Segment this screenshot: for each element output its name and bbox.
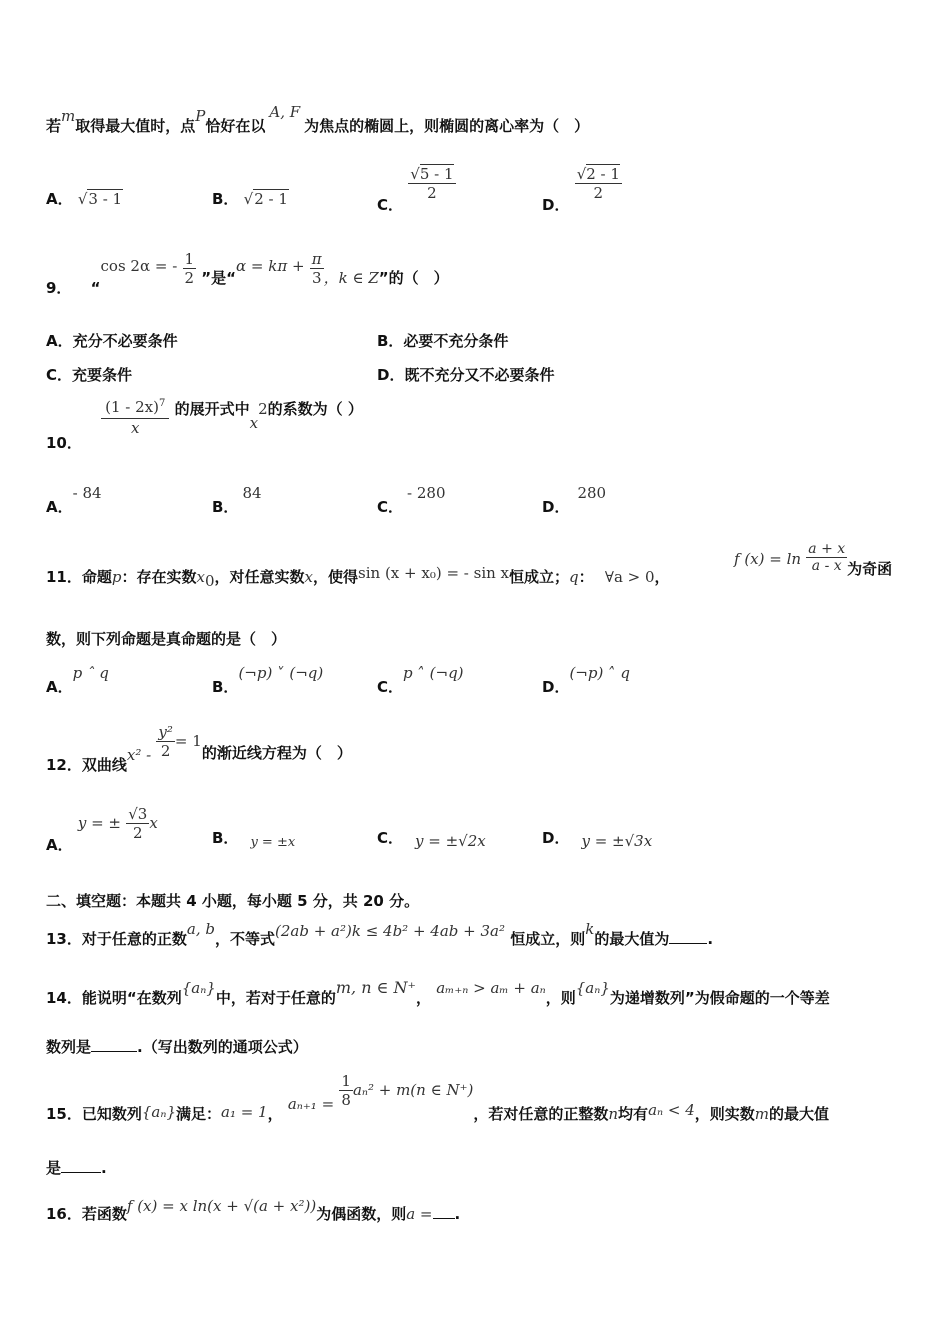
q14-stem: 14．能说明“在数列{aₙ}中，若对于任意的m, n ∈ N⁺， aₘ₊ₙ > aₘ + aₙ，则{aₙ}为递增数列”为假命题的一个等差 xyxy=(46,978,830,1007)
q9-option-b[interactable]: B．必要不充分条件 xyxy=(377,332,509,350)
q9-option-d[interactable]: D．既不充分又不必要条件 xyxy=(377,366,555,384)
fraction: $\frac{√3}{2}$ xyxy=(128,805,148,842)
q11-stem: 11．命题p：存在实数$x_0$，对任意实数x，使得sin (x + x₀) = - sin x恒成立；q： ∀a > 0， xyxy=(46,564,670,590)
fraction: $\frac{√2 - 1}{2}$ xyxy=(576,165,620,202)
q14-stem-line2: 数列是 .（写出数列的通项公式） xyxy=(46,1038,308,1056)
q13-stem: 13．对于任意的正数a, b，不等式(2ab + a²)k ≤ 4b² + 4ab + 3a² 恒成立，则k的最大值为 . xyxy=(46,920,714,948)
q12-option-a[interactable]: A． y = ± $\frac{√3}{2}$ x xyxy=(46,805,158,854)
q10-stem: 10． $\frac{(1 - 2x)^7}{x}$ 的展开式中$x^2$的系数为（ ） xyxy=(46,398,363,452)
q8-option-a[interactable]: A． √3 - 1 xyxy=(46,190,123,208)
q10-option-a[interactable]: A．- 84 xyxy=(46,484,102,516)
sqrt-expression: √3 - 1 xyxy=(77,190,123,208)
q12-option-c[interactable]: C． y = ±√2x xyxy=(377,829,486,850)
q9-option-a[interactable]: A．充分不必要条件 xyxy=(46,332,178,350)
answer-blank[interactable] xyxy=(669,943,707,944)
q11-option-d[interactable]: D．(¬p) ˄ q xyxy=(542,664,630,696)
fraction: $\frac{\pi}{3}$ xyxy=(311,250,322,287)
fraction: $\frac{\text{y²}}{2}$ xyxy=(158,723,173,760)
q12-stem: 12．双曲线x² - $\frac{\text{y²}}{2}$ = 1的渐近线方程为（ ） xyxy=(46,723,352,774)
fraction: $\frac{(1 - 2x)^7}{x}$ xyxy=(101,398,169,437)
q9-stem: 9． “cos 2α = - $\frac{1}{2}$ ”是“α = kπ + $\frac{\pi}{3}$ ，k ∈ Z”的（ ） xyxy=(46,250,449,297)
answer-blank[interactable] xyxy=(61,1172,101,1173)
q8-option-c[interactable]: C． $\frac{√5 - 1}{2}$ xyxy=(377,165,454,214)
q10-option-b[interactable]: B．84 xyxy=(212,484,262,516)
sqrt-expression: √2 - 1 xyxy=(243,190,288,208)
section-title: 二、填空题：本题共 4 小题，每小题 5 分，共 20 分。 xyxy=(46,892,420,910)
q10-option-c[interactable]: C．- 280 xyxy=(377,484,446,516)
q15-stem-line2: 是 . xyxy=(46,1159,107,1177)
q10-option-d[interactable]: D．280 xyxy=(542,484,607,516)
q11-function-def: f (x) = ln $\frac{a + x}{a - x}$ 为奇函 xyxy=(734,541,893,578)
q11-stem-line2: 数，则下列命题是真命题的是（ ） xyxy=(46,630,287,648)
q9-option-c[interactable]: C．充要条件 xyxy=(46,366,133,384)
q8-option-b[interactable]: B． √2 - 1 xyxy=(212,190,288,208)
fraction: $\frac{a + x}{a - x}$ xyxy=(808,541,846,574)
q8-option-d[interactable]: D． $\frac{√2 - 1}{2}$ xyxy=(542,165,620,214)
q11-option-a[interactable]: A．p ˆ q xyxy=(46,664,109,696)
q12-option-d[interactable]: D． y = ±√3x xyxy=(542,829,653,850)
fraction: $\frac{√5 - 1}{2}$ xyxy=(410,165,454,202)
q16-stem: 16．若函数f (x) = x ln(x + √(a + x²))为偶函数，则a = . xyxy=(46,1197,461,1223)
q12-option-b[interactable]: B． y = ±x xyxy=(212,829,296,850)
fraction: $\frac{1}{2}$ xyxy=(184,250,195,287)
q15-stem: 15．已知数列{aₙ}满足：a₁ = 1， aₙ₊₁ = $\frac{1}{8}$ aₙ² + m(n ∈ N⁺)，若对任意的正整数n均有aₙ < 4，则实数m的最大值 xyxy=(46,1072,829,1123)
q11-option-b[interactable]: B．(¬p) ˅ (¬q) xyxy=(212,664,324,696)
answer-blank[interactable] xyxy=(91,1051,137,1052)
answer-blank[interactable] xyxy=(433,1218,455,1219)
q8-stem: 若m取得最大值时，点P恰好在以A, F为焦点的椭圆上，则椭圆的离心率为（ ） xyxy=(46,103,590,135)
q11-option-c[interactable]: C．p ˄ (¬q) xyxy=(377,664,464,696)
fraction: $\frac{1}{8}$ xyxy=(341,1072,351,1109)
